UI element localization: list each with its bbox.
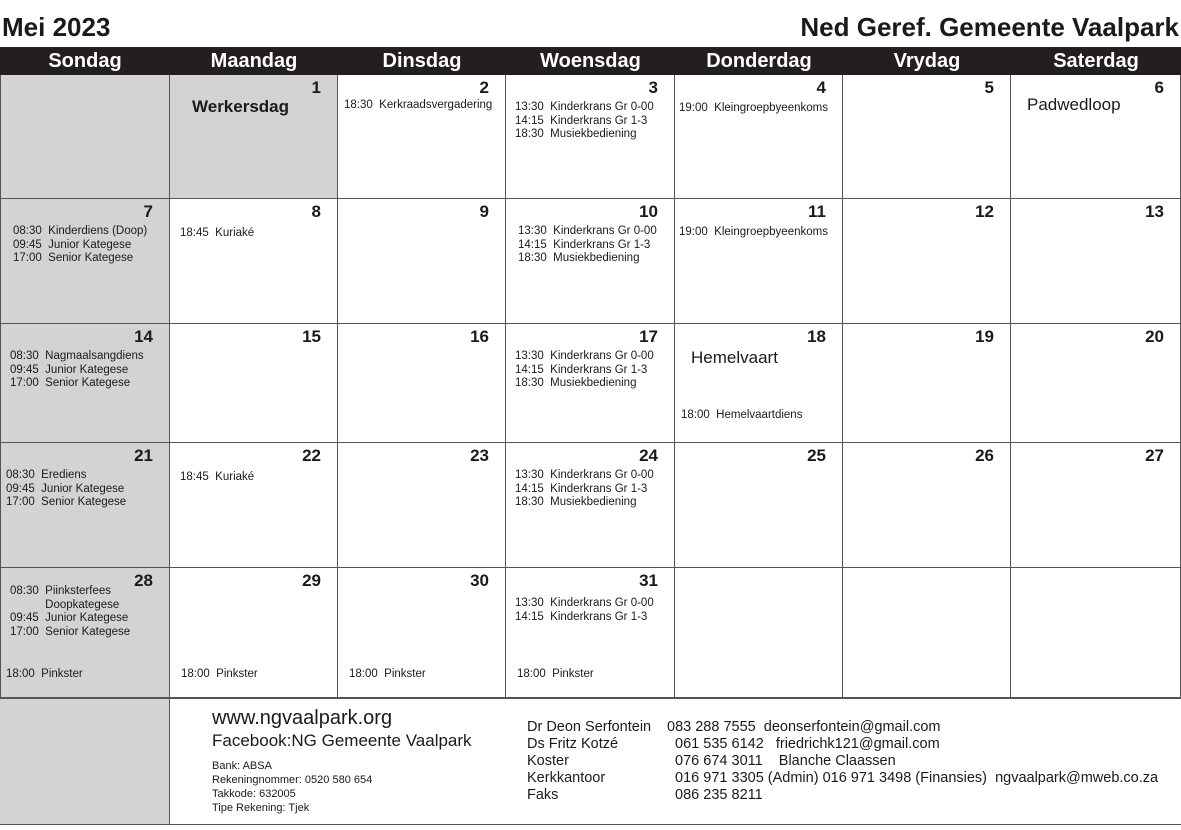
event-line: 13:30 Kinderkrans Gr 0-00 bbox=[515, 469, 654, 481]
day-cell-1[interactable] bbox=[170, 75, 338, 199]
day-number: 12 bbox=[975, 202, 994, 221]
event-line: 13:30 Kinderkrans Gr 0-00 bbox=[515, 597, 654, 609]
day-number: 6 bbox=[1154, 78, 1164, 97]
day-cell-22[interactable] bbox=[170, 443, 338, 568]
day-cell-30[interactable] bbox=[338, 568, 506, 698]
event-line: 14:15 Kinderkrans Gr 1-3 bbox=[515, 114, 648, 127]
event-list bbox=[180, 471, 254, 485]
contact-details: 086 235 8211 bbox=[667, 787, 763, 803]
event-line: 17:00 Senior Kategese bbox=[10, 377, 131, 389]
bank-line: Rekeningnommer: 0520 580 654 bbox=[212, 774, 373, 786]
event-list bbox=[515, 101, 654, 142]
contact-row bbox=[527, 736, 1158, 753]
day-cell-9[interactable] bbox=[338, 199, 506, 324]
day-number: 17 bbox=[639, 327, 658, 346]
day-number: 13 bbox=[1145, 202, 1164, 221]
day-cell-12[interactable] bbox=[843, 199, 1011, 324]
footer-bottom-border bbox=[0, 824, 1181, 825]
day-cell-29[interactable] bbox=[170, 568, 338, 698]
day-cell-8[interactable] bbox=[170, 199, 338, 324]
day-number: 8 bbox=[311, 202, 321, 221]
day-number: 20 bbox=[1145, 327, 1164, 346]
day-cell-16[interactable] bbox=[338, 324, 506, 443]
day-cell-11[interactable] bbox=[675, 199, 843, 324]
day-cell-13[interactable] bbox=[1011, 199, 1181, 324]
footer-grey-block bbox=[0, 699, 170, 825]
day-number: 3 bbox=[648, 78, 658, 97]
event-line: 08:30 Piinksterfees bbox=[10, 585, 112, 597]
day-number: 27 bbox=[1145, 446, 1164, 465]
day-cell-27[interactable] bbox=[1011, 443, 1181, 568]
event-line: 18:30 Kerkraadsvergadering bbox=[344, 99, 493, 111]
event-list bbox=[518, 225, 657, 266]
weekday-vrydag: Vrydag bbox=[893, 50, 961, 72]
day-cell-3[interactable] bbox=[506, 75, 675, 199]
day-cell-2[interactable] bbox=[338, 75, 506, 199]
contact-list bbox=[527, 719, 1158, 804]
day-number: 7 bbox=[143, 202, 153, 221]
bank-line: Takkode: 632005 bbox=[212, 788, 296, 800]
event-line: 09:45 Junior Kategese bbox=[10, 363, 129, 376]
bank-line: Tipe Rekening: Tjek bbox=[212, 802, 310, 814]
contact-row bbox=[527, 753, 1158, 770]
day-number: 19 bbox=[975, 327, 994, 346]
weekday-woensdag: Woensdag bbox=[540, 50, 641, 72]
event-list bbox=[679, 226, 828, 240]
event-line: 18:30 Musiekbediening bbox=[515, 377, 637, 389]
bottom-event: 18:00 Hemelvaartdiens bbox=[681, 409, 803, 421]
day-cell-23[interactable] bbox=[338, 443, 506, 568]
event-line: 09:45 Junior Kategese bbox=[10, 612, 129, 624]
contact-name: Ds Fritz Kotzé bbox=[527, 736, 619, 752]
event-line: 14:15 Kinderkrans Gr 1-3 bbox=[515, 610, 648, 623]
weekday-header-row bbox=[0, 47, 1181, 75]
day-number: 23 bbox=[470, 446, 489, 465]
day-cell-empty[interactable] bbox=[675, 568, 843, 698]
day-cell-25[interactable] bbox=[675, 443, 843, 568]
weekday-donderdag: Donderdag bbox=[706, 50, 812, 72]
day-number: 2 bbox=[479, 78, 489, 97]
event-line: 14:15 Kinderkrans Gr 1-3 bbox=[518, 238, 651, 251]
bottom-event: 18:00 Pinkster bbox=[181, 668, 258, 680]
event-line: Doopkategese bbox=[10, 598, 120, 611]
holiday-title: Werkersdag bbox=[192, 97, 290, 116]
month-title: Mei 2023 bbox=[2, 12, 111, 42]
day-number: 24 bbox=[639, 446, 658, 465]
website-link[interactable]: www.ngvaalpark.org bbox=[212, 707, 393, 729]
contact-name: Koster bbox=[527, 753, 569, 769]
event-line: 17:00 Senior Kategese bbox=[13, 252, 134, 264]
day-cell-empty[interactable] bbox=[843, 568, 1011, 698]
event-line: 13:30 Kinderkrans Gr 0-00 bbox=[515, 350, 654, 362]
event-line: 18:30 Musiekbediening bbox=[515, 128, 637, 140]
day-cell-17[interactable] bbox=[506, 324, 675, 443]
day-number: 16 bbox=[470, 327, 489, 346]
church-name: Ned Geref. Gemeente Vaalpark bbox=[800, 12, 1179, 42]
day-cell-24[interactable] bbox=[506, 443, 675, 568]
bank-line: Bank: ABSA bbox=[212, 760, 272, 772]
facebook-text: Facebook:NG Gemeente Vaalpark bbox=[212, 731, 472, 750]
event-line: 18:30 Musiekbediening bbox=[518, 252, 640, 264]
event-list bbox=[10, 350, 144, 391]
event-title: Padwedloop bbox=[1027, 95, 1121, 114]
day-number: 22 bbox=[302, 446, 321, 465]
event-line: 09:45 Junior Kategese bbox=[13, 238, 132, 251]
event-list bbox=[344, 99, 492, 113]
bank-details bbox=[212, 759, 372, 815]
day-number: 29 bbox=[302, 571, 321, 590]
bottom-event: 18:00 Pinkster bbox=[6, 668, 83, 680]
weekday-saterdag: Saterdag bbox=[1053, 50, 1139, 72]
day-cell-19[interactable] bbox=[843, 324, 1011, 443]
contact-row bbox=[527, 719, 1158, 736]
event-line: 18:45 Kuriaké bbox=[180, 471, 255, 483]
bottom-event: 18:00 Pinkster bbox=[517, 668, 594, 680]
day-number: 26 bbox=[975, 446, 994, 465]
day-number: 11 bbox=[808, 202, 826, 221]
contact-details: 076 674 3011 Blanche Claassen bbox=[667, 753, 896, 769]
event-line: 18:30 Musiekbediening bbox=[515, 496, 637, 508]
contact-name: Faks bbox=[527, 787, 559, 803]
day-cell-10[interactable] bbox=[506, 199, 675, 324]
event-list bbox=[515, 469, 654, 510]
day-cell-31[interactable] bbox=[506, 568, 675, 698]
day-number: 1 bbox=[311, 78, 321, 97]
day-number: 30 bbox=[470, 571, 489, 590]
contact-details: 083 288 7555 deonserfontein@gmail.com bbox=[667, 719, 941, 735]
day-number: 10 bbox=[639, 202, 658, 221]
day-cell-6[interactable] bbox=[1011, 75, 1181, 199]
event-line: 08:30 Nagmaalsangdiens bbox=[10, 350, 144, 362]
day-cell-20[interactable] bbox=[1011, 324, 1181, 443]
event-list bbox=[13, 225, 147, 266]
event-line: 14:15 Kinderkrans Gr 1-3 bbox=[515, 363, 648, 376]
day-cell-4[interactable] bbox=[675, 75, 843, 199]
event-line: 19:00 Kleingroepbyeenkoms bbox=[679, 226, 828, 238]
day-number: 4 bbox=[816, 78, 826, 97]
event-title: Hemelvaart bbox=[691, 348, 778, 367]
contact-row bbox=[527, 770, 1158, 787]
contact-name: Dr Deon Serfontein bbox=[527, 719, 652, 735]
contact-name: Kerkkantoor bbox=[527, 770, 606, 786]
weekday-maandag: Maandag bbox=[210, 50, 298, 72]
event-line: 08:30 Erediens bbox=[6, 469, 87, 481]
event-list bbox=[515, 597, 654, 624]
day-number: 18 bbox=[807, 327, 826, 346]
day-number: 25 bbox=[807, 446, 826, 465]
weekday-sondag: Sondag bbox=[48, 50, 122, 72]
day-cell-18[interactable] bbox=[675, 324, 843, 443]
event-list bbox=[10, 585, 130, 639]
contact-details: 061 535 6142 friedrichk121@gmail.com bbox=[667, 736, 940, 752]
day-number: 28 bbox=[134, 571, 153, 590]
day-cell-7[interactable] bbox=[0, 199, 170, 324]
event-line: 08:30 Kinderdiens (Doop) bbox=[13, 225, 148, 237]
event-line: 09:45 Junior Kategese bbox=[6, 482, 125, 495]
day-number: 9 bbox=[479, 202, 489, 221]
day-number: 21 bbox=[134, 446, 153, 465]
event-line: 17:00 Senior Kategese bbox=[6, 496, 127, 508]
event-line: 14:15 Kinderkrans Gr 1-3 bbox=[515, 482, 648, 495]
footer bbox=[0, 698, 1181, 825]
event-list bbox=[679, 102, 828, 116]
event-line: 18:45 Kuriaké bbox=[180, 227, 255, 239]
day-number: 31 bbox=[639, 571, 658, 590]
bottom-event: 18:00 Pinkster bbox=[349, 668, 426, 680]
day-cell-empty[interactable] bbox=[1011, 568, 1181, 698]
day-number: 14 bbox=[134, 327, 153, 346]
day-cell-26[interactable] bbox=[843, 443, 1011, 568]
weekday-dinsdag: Dinsdag bbox=[382, 50, 462, 72]
event-line: 19:00 Kleingroepbyeenkoms bbox=[679, 102, 828, 114]
day-number: 15 bbox=[302, 327, 321, 346]
event-list bbox=[180, 227, 254, 241]
event-list bbox=[515, 350, 654, 391]
contact-details: 016 971 3305 (Admin) 016 971 3498 (Finansies) ngvaalpark@mweb.co.za bbox=[667, 770, 1159, 786]
event-line: 13:30 Kinderkrans Gr 0-00 bbox=[515, 101, 654, 113]
day-cell-21[interactable] bbox=[0, 443, 170, 568]
event-line: 17:00 Senior Kategese bbox=[10, 625, 131, 638]
day-cell-28[interactable] bbox=[0, 568, 170, 698]
event-list bbox=[6, 469, 126, 510]
day-cell-15[interactable] bbox=[170, 324, 338, 443]
day-cell-5[interactable] bbox=[843, 75, 1011, 199]
day-cell-14[interactable] bbox=[0, 324, 170, 443]
day-number: 5 bbox=[984, 78, 994, 97]
contact-row bbox=[527, 787, 1158, 804]
event-line: 13:30 Kinderkrans Gr 0-00 bbox=[518, 225, 657, 237]
day-cell-empty[interactable] bbox=[0, 75, 170, 199]
